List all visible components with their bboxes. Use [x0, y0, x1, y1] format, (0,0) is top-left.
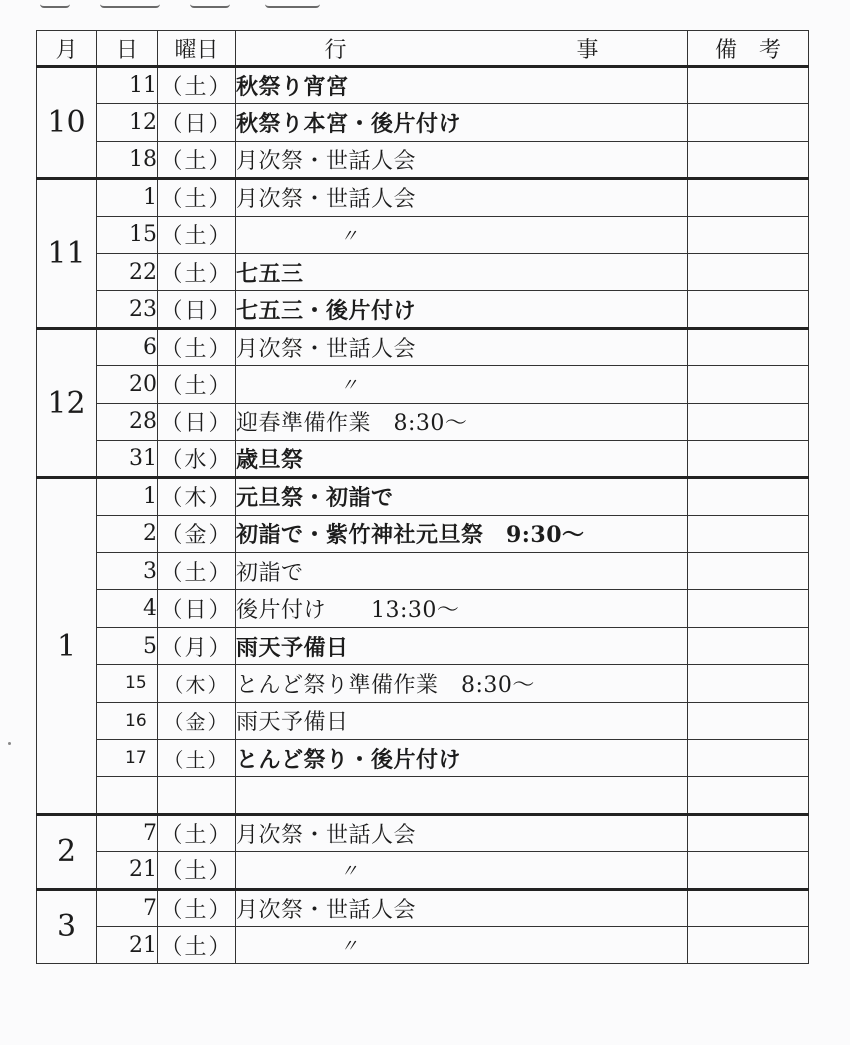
schedule-row: [37, 328, 809, 365]
day-cell: 20: [97, 366, 158, 403]
notes-cell: [688, 253, 809, 290]
schedule-row: [37, 67, 809, 104]
header-notes-char-1: 備: [714, 37, 737, 63]
event-cell: 秋祭り本宮・後片付け: [236, 104, 688, 141]
notes-cell: [688, 366, 809, 403]
weekday-cell: （水）: [158, 440, 236, 477]
weekday-cell: （土）: [158, 889, 236, 926]
cropped-top-text: [40, 0, 360, 8]
day-cell: 4: [97, 590, 158, 627]
event-cell: 七五三・後片付け: [236, 291, 688, 328]
event-cell: 〃: [236, 852, 688, 889]
notes-cell: [688, 291, 809, 328]
event-cell: 迎春準備作業 8:30～: [236, 403, 688, 440]
schedule-row: [37, 814, 809, 851]
notes-cell: [688, 590, 809, 627]
weekday-cell: （土）: [158, 216, 236, 253]
notes-cell: [688, 67, 809, 104]
event-cell: 〃: [236, 366, 688, 403]
weekday-cell: （日）: [158, 590, 236, 627]
event-cell: 月次祭・世話人会: [236, 328, 688, 365]
notes-cell: [688, 440, 809, 477]
day-cell: 16: [97, 702, 158, 739]
header-event: [236, 31, 688, 67]
day-cell: 31: [97, 440, 158, 477]
schedule-row: [37, 366, 809, 403]
header-row: [37, 31, 809, 67]
notes-cell: [688, 478, 809, 515]
schedule-table: [36, 30, 809, 964]
header-month: 月: [37, 31, 97, 67]
day-cell: 11: [97, 67, 158, 104]
schedule-row: [37, 777, 809, 814]
day-cell: 17: [97, 740, 158, 777]
event-cell: 月次祭・世話人会: [236, 889, 688, 926]
weekday-cell: （金）: [158, 515, 236, 552]
day-cell: [97, 777, 158, 814]
schedule-row: [37, 852, 809, 889]
weekday-cell: [158, 777, 236, 814]
day-cell: 15: [97, 216, 158, 253]
notes-cell: [688, 627, 809, 664]
notes-cell: [688, 926, 809, 963]
month-cell: 1: [37, 478, 97, 815]
schedule-row: [37, 926, 809, 963]
weekday-cell: （土）: [158, 253, 236, 290]
day-cell: 18: [97, 141, 158, 178]
notes-cell: [688, 141, 809, 178]
notes-cell: [688, 403, 809, 440]
notes-cell: [688, 777, 809, 814]
event-cell: 歳旦祭: [236, 440, 688, 477]
weekday-cell: （日）: [158, 104, 236, 141]
weekday-cell: （日）: [158, 291, 236, 328]
weekday-cell: （土）: [158, 926, 236, 963]
schedule-row: [37, 627, 809, 664]
notes-cell: [688, 216, 809, 253]
notes-cell: [688, 852, 809, 889]
weekday-cell: （土）: [158, 852, 236, 889]
schedule-row: [37, 104, 809, 141]
event-cell: 〃: [236, 216, 688, 253]
day-cell: 12: [97, 104, 158, 141]
day-cell: 7: [97, 814, 158, 851]
header-notes: [688, 31, 809, 67]
weekday-cell: （日）: [158, 403, 236, 440]
notes-cell: [688, 328, 809, 365]
notes-cell: [688, 814, 809, 851]
header-event-char-1: 行: [324, 37, 347, 63]
schedule-row: [37, 440, 809, 477]
notes-cell: [688, 889, 809, 926]
weekday-cell: （土）: [158, 814, 236, 851]
weekday-cell: （土）: [158, 67, 236, 104]
schedule-row: [37, 141, 809, 178]
schedule-row: [37, 515, 809, 552]
notes-cell: [688, 665, 809, 702]
event-cell: とんど祭り準備作業 8:30～: [236, 665, 688, 702]
schedule-row: [37, 665, 809, 702]
schedule-row: [37, 889, 809, 926]
header-event-char-2: 事: [576, 37, 599, 63]
event-cell: 後片付け 13:30～: [236, 590, 688, 627]
event-cell: 雨天予備日: [236, 627, 688, 664]
weekday-cell: （土）: [158, 141, 236, 178]
day-cell: 2: [97, 515, 158, 552]
weekday-cell: （土）: [158, 553, 236, 590]
event-cell: とんど祭り・後片付け: [236, 740, 688, 777]
event-cell: 月次祭・世話人会: [236, 814, 688, 851]
day-cell: 15: [97, 665, 158, 702]
day-cell: 3: [97, 553, 158, 590]
schedule-row: [37, 553, 809, 590]
schedule-row: [37, 291, 809, 328]
day-cell: 1: [97, 179, 158, 216]
day-cell: 22: [97, 253, 158, 290]
notes-cell: [688, 104, 809, 141]
weekday-cell: （金）: [158, 702, 236, 739]
event-cell: 月次祭・世話人会: [236, 179, 688, 216]
schedule-row: [37, 216, 809, 253]
header-notes-char-2: 考: [759, 37, 782, 63]
day-cell: 6: [97, 328, 158, 365]
event-cell: [236, 777, 688, 814]
schedule-row: [37, 740, 809, 777]
weekday-cell: （土）: [158, 740, 236, 777]
event-cell: 初詣で・紫竹神社元旦祭 9:30～: [236, 515, 688, 552]
day-cell: 28: [97, 403, 158, 440]
weekday-cell: （土）: [158, 366, 236, 403]
day-cell: 23: [97, 291, 158, 328]
event-cell: 〃: [236, 926, 688, 963]
event-cell: 月次祭・世話人会: [236, 141, 688, 178]
weekday-cell: （土）: [158, 179, 236, 216]
notes-cell: [688, 553, 809, 590]
day-cell: 7: [97, 889, 158, 926]
notes-cell: [688, 179, 809, 216]
scan-speck: [8, 742, 11, 745]
notes-cell: [688, 702, 809, 739]
day-cell: 1: [97, 478, 158, 515]
notes-cell: [688, 740, 809, 777]
day-cell: 5: [97, 627, 158, 664]
month-cell: 2: [37, 814, 97, 889]
schedule-row: [37, 253, 809, 290]
month-cell: 11: [37, 179, 97, 329]
event-cell: 秋祭り宵宮: [236, 67, 688, 104]
month-cell: 10: [37, 67, 97, 179]
event-cell: 元旦祭・初詣で: [236, 478, 688, 515]
header-day: 日: [97, 31, 158, 67]
weekday-cell: （木）: [158, 665, 236, 702]
month-cell: 3: [37, 889, 97, 964]
notes-cell: [688, 515, 809, 552]
day-cell: 21: [97, 926, 158, 963]
schedule-row: [37, 403, 809, 440]
event-cell: 七五三: [236, 253, 688, 290]
header-weekday: 曜日: [158, 31, 236, 67]
weekday-cell: （月）: [158, 627, 236, 664]
month-cell: 12: [37, 328, 97, 478]
day-cell: 21: [97, 852, 158, 889]
weekday-cell: （木）: [158, 478, 236, 515]
schedule-row: [37, 179, 809, 216]
schedule-row: [37, 590, 809, 627]
schedule-body: [37, 67, 809, 964]
event-cell: 初詣で: [236, 553, 688, 590]
schedule-row: [37, 478, 809, 515]
schedule-row: [37, 702, 809, 739]
event-cell: 雨天予備日: [236, 702, 688, 739]
weekday-cell: （土）: [158, 328, 236, 365]
